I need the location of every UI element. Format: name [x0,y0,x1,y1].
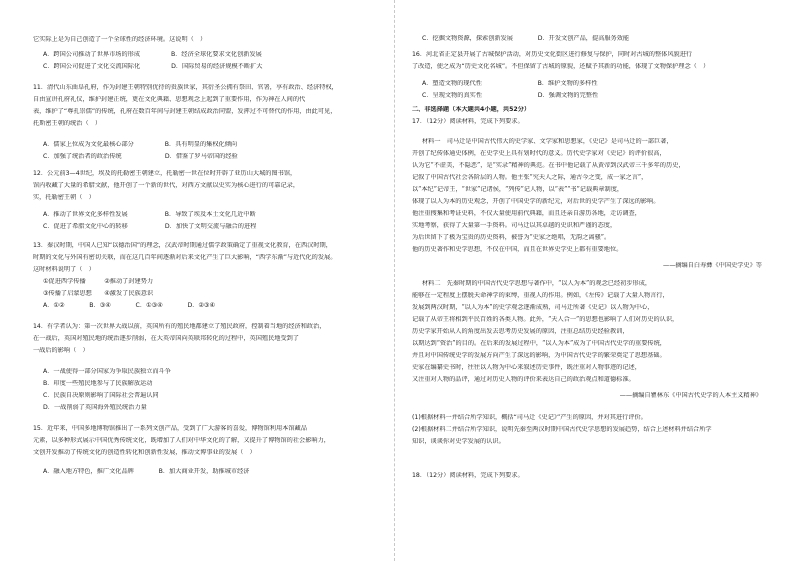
text-line: 认为它“不虚美，不隐恶”，是“实录”精神的典范。在书中他记载了从黄帝到汉武帝三千多年的历史， [412,162,685,169]
text-line: 记载了从帝王将相到平民百姓的各类人物。此外，“天人合一”的思想也影响了人们对历史的认识， [412,316,679,323]
text-line: C．呈现文物的真实性 D．强调文物的完整性 [422,92,599,99]
text-line: 为后世留下了极为宝贵的历史资料，被誉为“史家之绝唱，无韵之离骚”。 [412,234,611,241]
text-line: 体现了以人为本的历史观念，开创了中国史学的新纪元，对后世的史学产生了深远的影响。 [412,198,660,205]
text-line: (1)根据材料一并结合所学知识，概括“司马迁《史记》”产生的原因，并对其进行评价。 [412,414,647,421]
text-line: ③传播了启蒙思想 ④激发了民族意识 [43,290,154,297]
text-line: 12．公元前3—4世纪，埃及的托勒密王朝建立，托勒密一世在位时开辟了亚历山大城的图书馆， [33,170,297,177]
text-line: A．①② B．③④ C．①③④ D．②③④ [43,302,216,309]
text-line: C．跨国公司促进了文化交流国际化 D．国际贸易的经济规模不断扩大 [43,63,263,70]
right-column [412,0,762,561]
text-line: 17．（12分）阅读材料，完成下列要求。 [412,118,524,125]
text-line: 史家在编纂史书时，往往以人物为中心来叙述历史事件，既注重对人物事迹的记述， [412,364,641,371]
text-line: 自由宣讲孔府礼仪，维护封建正统，更在文化典籍、思想观念上起到了重要作用，作为神在人间的代 [33,96,306,103]
text-line: 16．河北省正定县开展了古城保护活动，对历史文化街区进行修复与保护，同时对古城的整体风貌进行 [412,51,693,58]
text-line: 15．近年来，中国多地博物馆推出了一系列文创产品，受到了广大游客的喜爱，博物馆利用本馆藏品 [33,425,307,432]
text-line: 了改造，使之成为“历史文化名城”。不但保留了古城的原貌，还赋予其新的功能，体现了文物保护理念（ ） [412,63,710,70]
text-line: A．儒家上位成为文化最核心部分 B．具有明显的集权化倾向 [43,141,238,148]
text-line: 开创了纪传体通史体例，在史学史上具有划时代的意义。历代史学家对《史记》的评价很高， [412,150,666,157]
text-line: 时期的文化与外国有密切关联，而在这几百年间逐渐对后来文化产生了巨大影响，“西学东渐”与近代化的发展。 [33,254,337,261]
text-line: ——摘编自白寿彝《中国史学史》等 [663,262,762,269]
text-line: B．印度一些殖民地参与了民族解放运动 [43,380,153,387]
text-line: 18．（12分）阅读材料，完成下列要求。 [412,472,524,479]
text-line: 这时材料说明了（ ） [33,266,95,273]
column-divider [394,0,395,561]
text-line: A．一战使得一部分国家为争取民族独立而斗争 [43,368,171,375]
text-line: ——摘编自瞿林东《中国古代史学的人本主义精神》 [619,392,762,399]
text-line: 能够在一定程度上摆脱天命神学的束缚，重视人的作用。例如，《左传》记载了大量人物言行， [412,292,669,299]
text-line: 实地考察，获得了大量第一手资料。司马迁以其卓越的史识和严谨的态度， [412,222,617,229]
text-line: 13．秦汉时期，中国人已知“以德治国”的理念，汉武帝时期通过儒学政策确定了重视文化教育，在西汉时期， [33,242,332,249]
text-line: C．加强了统治者的政治传统 D．借鉴了罗马帝国的经验 [43,153,238,160]
text-line: C．挖掘文物资源，探索创新发展 D．开发文创产品，提高服务效能 [422,35,630,42]
text-line: D．一战削弱了英国海外殖民统治力量 [43,404,147,411]
text-line: 材料二 先秦时期的中国古代史学思想与著作中，“以人为本”的观念已经初步形成， [422,280,652,287]
text-line: C．民族自决原则影响了国际社会普遍认同 [43,392,159,399]
text-line: 表，维护了“尊孔崇儒”的传统，孔府在数百年间与封建王朝结成政治同盟，发挥过不可替代的作用，由此可见， [33,108,337,115]
text-line: 又注重对人物的品评，通过对历史人物的评价来表达自己的政治观点和道德标准。 [412,376,635,383]
left-column [33,0,376,561]
text-line: 元素，以多种形式展示中国优秀传统文化，既增加了人们对中华文化的了解，又提升了博物馆的社会影响力， [33,437,330,444]
text-line: 他注重搜集和考证史料，不仅大量使用前代典籍，而且还亲自游历各地，走访调查， [412,210,641,217]
text-line: 并且对中国传统史学的发展方向产生了深远的影响，为中国古代史学的繁荣奠定了思想基础。 [412,352,666,359]
text-line: 发展到两汉时期，“以人为本”的史学观念逐渐成熟，司马迁所著《史记》以人物为中心， [412,304,654,311]
text-line: 他的历史著作和史学思想，不仅在中国，而且在世界史学史上都有重要地位。 [412,246,623,253]
text-line: 在一战后，英国对殖民地的统治逐步削弱，在大英帝国向英联邦转化的过程中，英国殖民地受到了 [33,335,300,342]
text-line: A．跨国公司推动了世界市场的形成 B．经济全球化要求文化创新发展 [43,51,262,58]
text-line: C．促进了希腊文化中心的转移 D．加快了文明交流与融合的进程 [43,223,257,230]
section-heading: 二、非选择题（本大题共4小题，共52分） [412,106,531,113]
text-line: 14．有学者认为：第一次世界大战以前，英国所有的殖民地都建立了殖民政府，控制着当地的经济和政治， [33,323,326,330]
text-line: 历史学家开始从人的角度出发去思考历史发展的原因，注重总结历史经验教训， [412,328,629,335]
text-line: 文创开发推动了传统文化的创造性转化和创新性发展，推动文博事业的发展（ ） [33,449,256,456]
text-line: A．塑造文物的现代性 B．维护文物的多样性 [422,80,598,87]
text-line: 以期达到“资治”的目的。在后来的发展过程中，“以人为本”成为了中国古代史学的重要传统， [412,340,666,347]
text-line: 材料一 司马迁是中国古代伟大的史学家、文学家和思想家，《史记》是司马迁的一部巨著， [422,138,673,145]
text-line: 它实际上是为自己创造了一个全球性的经济环境。这说明（ ） [33,36,207,43]
text-line: 托斯密王朝的统治（ ） [33,120,102,127]
text-line: 一战后的影响（ ） [33,347,89,354]
text-line: A．融入地方特色，推广文化品牌 B．加大商业开发，助推城市经济 [43,468,250,475]
text-line: (2)根据材料二并结合所学知识，说明先秦至两汉时期中国古代史学思想的发展趋势，结合上述材料并结合所学 [412,426,712,433]
text-line: 馆内收藏了大量的希腊文献，他开创了一个新的世代，对西方文献以史实为核心进行的可靠记录， [33,182,300,189]
text-line: ①促进西学传播 ②推动了封建势力 [43,278,154,285]
text-line: 知识，谈谈你对史学发展的认识。 [412,438,505,445]
text-line: 以“本纪”记帝王，“世家”记诸侯，“列传”记人物，以“表”“书”记载典章制度， [412,186,624,193]
text-line: A．推动了世界文化多样性发展 B．导致了埃及本土文化几近中断 [43,211,256,218]
text-line: 记叙了中国古代社会各阶层的人物。他主张“究天人之际，通古今之变，成一家之言”， [412,174,648,181]
text-line: 11．清代山东曲阜孔府，作为封建王朝特别优待的贵族世家，其衍圣公拥有祭田、官署，享有政治、经济特权， [33,84,338,91]
text-line: 实，托勒密王朝（ ） [33,194,95,201]
